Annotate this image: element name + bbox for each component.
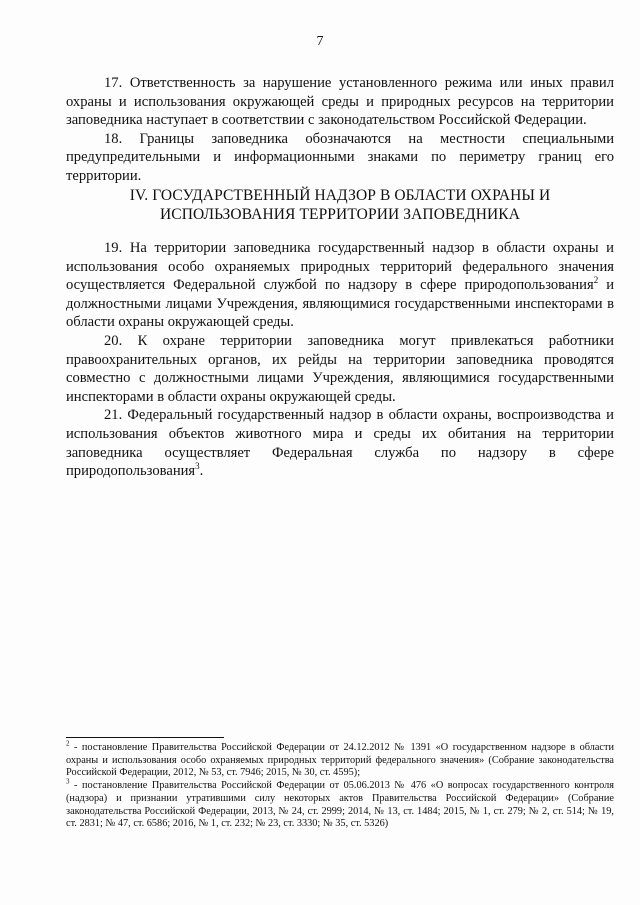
section-paragraphs <box>66 239 614 481</box>
footnote-separator <box>66 737 224 738</box>
paragraph-19-text: 19. На территории заповедника государственный надзор в области охраны и использования особо охраняемых природных территорий федерального значения осуществляется Федеральной службой по надзору в сфере природопользования <box>66 240 614 294</box>
footnote-3 <box>66 777 614 831</box>
paragraph-17: 17. Ответственность за нарушение установленного режима или иных правил охраны и использования окружающей среды и природных ресурсов на территории заповедника наступает в соответствии с законодательством Российской Федерации. <box>66 75 614 129</box>
page-number: 7 <box>316 34 324 49</box>
footnote-3-text: - постановление Правительства Российской Федерации от 05.06.2013 № 476 «О вопросах государственного контроля (надзора) и признании утратившими силу некоторых актов Правительства Российской Федерации» (Собрание законодательства Российской Федерации, 2013, № 24, ст. 2999; 2014, № 13, ст. 1484; 2015, № 1, ст. 279; № 2, ст. 514; № 19, ст. 2831; № 47, ст. 6586; 2016, № 1, ст. 232; № 23, ст. 3330; № 35, ст. 5326) <box>66 780 614 830</box>
paragraph-21 <box>66 406 614 480</box>
footnotes <box>66 739 614 831</box>
paragraph-21-text: 21. Федеральный государственный надзор в области охраны, воспроизводства и использования объектов животного мира и среды их обитания на территории заповедника осуществляет Федеральная служба по надзору в сфере природопользования <box>66 407 614 480</box>
paragraph-18: 18. Границы заповедника обозначаются на местности специальными предупредительными и информационными знаками по периметру границ его территории. <box>66 130 614 184</box>
footnote-2 <box>66 739 614 780</box>
paragraph-20: 20. К охране территории заповедника могут привлекаться работники правоохранительных органов, их рейды на территории заповедника проводятся совместно с должностными лицами Учреждения, являющимися государственными инспекторами в области охраны окружающей среды. <box>66 332 614 405</box>
section-heading-line-2: ИСПОЛЬЗОВАНИЯ ТЕРРИТОРИИ ЗАПОВЕДНИКА <box>159 206 521 223</box>
footnote-ref-3: 3 <box>195 461 200 472</box>
paragraph-21-text-end: . <box>199 463 204 480</box>
section-heading <box>66 186 614 224</box>
footnote-2-text: - постановление Правительства Российской Федерации от 24.12.2012 № 1391 «О государственном надзоре в области охраны и использования особо охраняемых природных территорий федерального значения» (Собрание законодательства Российской Федерации, 2012, № 53, ст. 7946; 2015, № 30, ст. 4595); <box>66 742 614 779</box>
paragraphs-before-section <box>66 74 614 186</box>
footnote-ref-2: 2 <box>593 275 599 286</box>
paragraph-19 <box>66 239 614 332</box>
section-heading-line-1: IV. ГОСУДАРСТВЕННЫЙ НАДЗОР В ОБЛАСТИ ОХРАНЫ И <box>129 187 551 204</box>
footnote-3-marker: 3 <box>66 777 70 786</box>
paragraph-19-text-cont: и должностными лицами Учреждения, являющимися государственными инспекторами в области охраны окружающей среды. <box>66 277 615 331</box>
footnote-2-marker: 2 <box>66 739 70 748</box>
